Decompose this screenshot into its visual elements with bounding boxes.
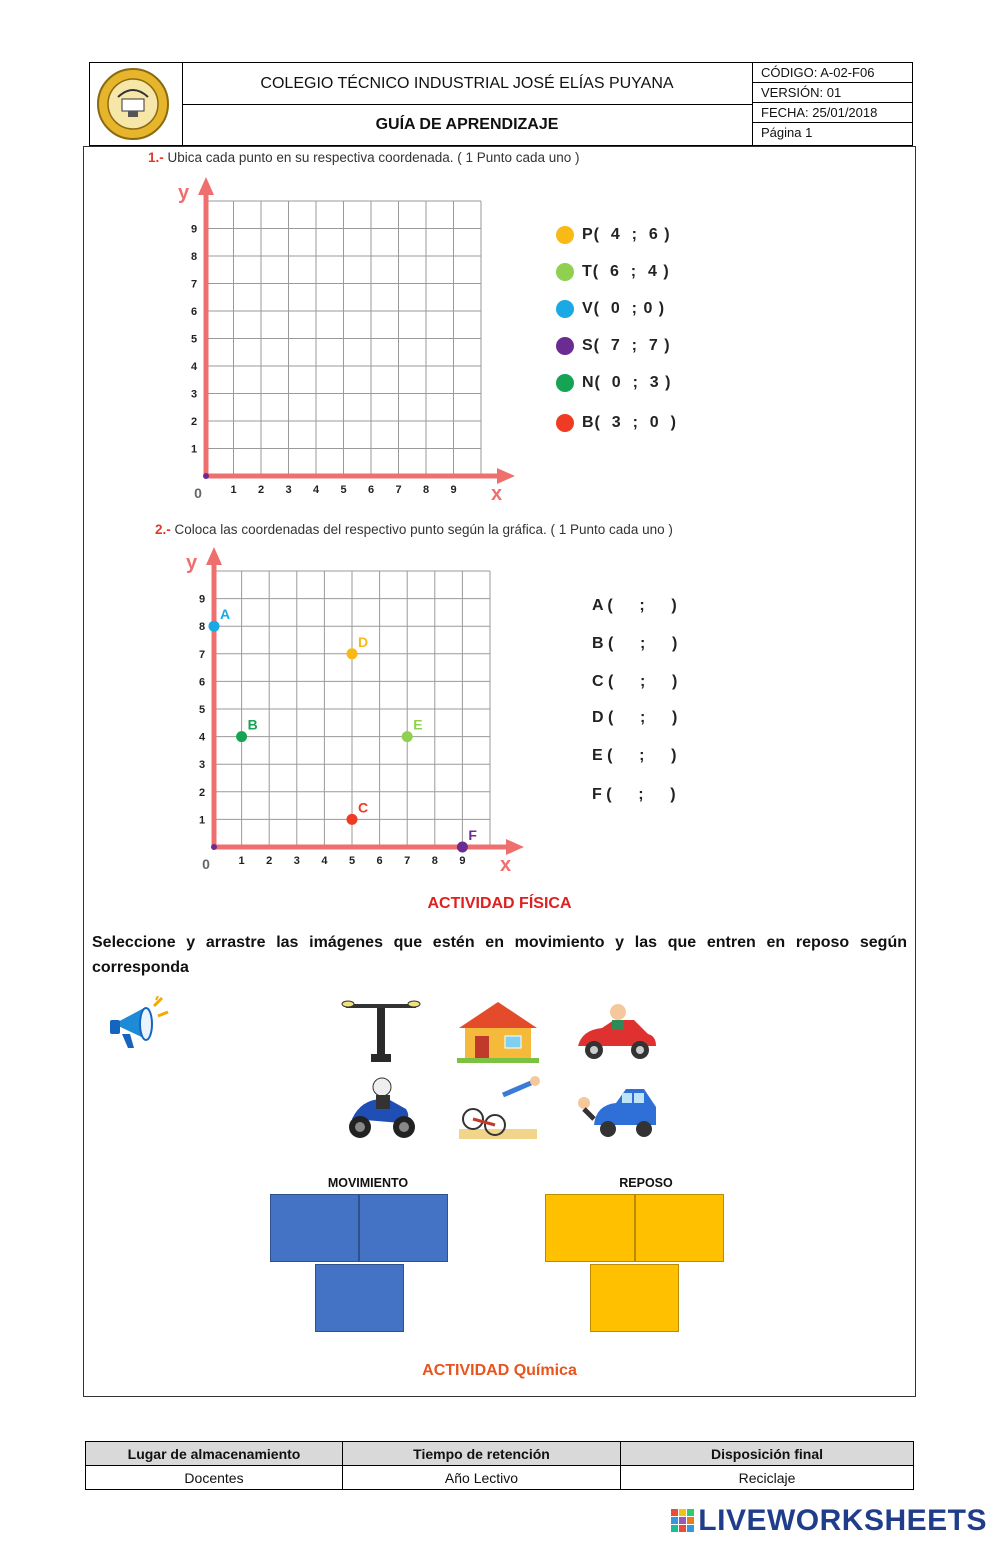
moving-drop-slot[interactable]	[315, 1264, 404, 1332]
y-tick-label: 3	[198, 759, 206, 772]
x-tick-label: 3	[293, 855, 300, 867]
x-tick-label: 6	[376, 855, 383, 867]
y-axis-arrow	[206, 547, 222, 565]
point-d-label: D	[358, 633, 369, 650]
activity-instruction: Seleccione y arrastre las imágenes que estén en movimiento y las que entren en reposo según corresponda	[92, 934, 907, 976]
doc-version: VERSIÓN: 01	[753, 83, 913, 103]
legend-point	[556, 226, 671, 244]
activity-quimica-title: ACTIVIDAD Química	[422, 1362, 577, 1379]
point-b-marker	[236, 731, 247, 742]
x-tick-label: 2	[266, 855, 273, 867]
coordinate-grid-2	[180, 545, 530, 880]
y-tick-label: 2	[190, 416, 198, 428]
legend-point	[556, 374, 671, 392]
table-header: Tiempo de retención	[343, 1442, 621, 1466]
school-seal-icon	[90, 63, 182, 145]
legend-label: V( 0 ; 0 )	[582, 300, 666, 317]
answer-field[interactable]: B ( ; )	[592, 635, 678, 652]
x-tick-label: 7	[404, 855, 411, 867]
x-axis-label: x	[500, 854, 512, 876]
legend-label: S( 7 ; 7 )	[582, 337, 671, 354]
x-axis-arrow	[497, 468, 515, 484]
y-tick-label: 8	[198, 621, 206, 634]
retention-table	[85, 1441, 914, 1490]
point-b-label: B	[247, 716, 258, 733]
legend-point	[556, 414, 677, 432]
y-tick-label: 7	[198, 648, 206, 661]
question-2	[155, 522, 673, 537]
liveworksheets-grid-icon	[670, 1508, 696, 1534]
street-lamp-icon	[338, 998, 424, 1064]
table-cell: Docentes	[86, 1466, 343, 1490]
y-tick-label: 8	[190, 251, 198, 263]
y-tick-label: 1	[190, 443, 198, 456]
school-name: COLEGIO TÉCNICO INDUSTRIAL JOSÉ ELÍAS PUYANA	[182, 63, 752, 105]
y-tick-label: 6	[190, 306, 198, 318]
answer-field[interactable]: A ( ; )	[592, 597, 677, 614]
y-tick-label: 2	[198, 786, 206, 799]
y-axis-label: y	[178, 182, 190, 204]
x-tick-label: 9	[450, 484, 457, 496]
legend-point	[556, 263, 670, 281]
answer-field[interactable]: F ( ; )	[592, 786, 676, 803]
legend-dot	[556, 374, 574, 392]
legend-label: B( 3 ; 0 )	[582, 414, 677, 431]
rest-drop-slot[interactable]	[635, 1194, 724, 1262]
y-axis-arrow	[198, 177, 214, 195]
x-tick-label: 2	[257, 484, 265, 496]
legend-label: N( 0 ; 3 )	[582, 374, 672, 391]
x-tick-label: 1	[238, 855, 245, 867]
origin-label: 0	[202, 856, 210, 872]
activity-fisica-title: ACTIVIDAD FÍSICA	[427, 895, 572, 912]
x-tick-label: 3	[285, 484, 292, 496]
legend-dot	[556, 226, 574, 244]
point-c-label: C	[358, 799, 369, 816]
zone-rest-label: REPOSO	[619, 1176, 673, 1190]
liveworksheets-logo[interactable]	[670, 1504, 987, 1538]
doc-type: GUÍA DE APRENDIZAJE	[375, 116, 559, 133]
point-f-marker	[457, 842, 468, 853]
school-logo-cell	[90, 63, 183, 145]
point-c-marker	[347, 814, 358, 825]
megaphone-icon[interactable]	[108, 996, 170, 1054]
man-driving-car-image[interactable]	[572, 998, 658, 1064]
question-2-number: 2.-	[155, 522, 171, 537]
y-tick-label: 4	[190, 361, 198, 373]
question-1	[148, 150, 580, 165]
x-tick-label: 4	[321, 855, 328, 867]
x-axis-label: x	[491, 483, 503, 505]
y-tick-label: 5	[190, 333, 198, 346]
y-tick-label: 5	[198, 704, 206, 716]
y-tick-label: 9	[198, 593, 206, 606]
x-tick-label: 9	[459, 855, 466, 867]
x-tick-label: 8	[422, 484, 430, 496]
person-pushing-car-image[interactable]	[572, 1075, 658, 1141]
x-axis-arrow	[506, 839, 524, 855]
x-tick-label: 6	[367, 484, 375, 496]
cyclist-falling-image[interactable]	[455, 1075, 541, 1141]
legend-label: T( 6 ; 4 )	[582, 263, 670, 280]
x-tick-label: 8	[431, 855, 438, 867]
doc-date: FECHA: 25/01/2018	[753, 103, 913, 123]
origin-dot	[203, 473, 209, 479]
doc-page: Página 1	[761, 125, 813, 140]
y-tick-label: 3	[190, 388, 198, 401]
point-d-marker	[347, 648, 358, 659]
origin-dot	[211, 844, 217, 850]
legend-point	[556, 300, 665, 318]
house-icon	[455, 998, 541, 1064]
origin-label: 0	[194, 485, 202, 501]
motorcycle-icon	[338, 1075, 424, 1141]
legend-dot	[556, 414, 574, 432]
brand-text: LIVEWORKSHEETS	[698, 1504, 987, 1537]
x-tick-label: 1	[230, 484, 237, 496]
car-driver-icon	[572, 998, 658, 1064]
moving-drop-slot[interactable]	[359, 1194, 448, 1262]
house-image[interactable]	[455, 998, 541, 1064]
document-header	[89, 62, 913, 146]
bicycle-crash-icon	[455, 1075, 541, 1141]
table-cell: Reciclaje	[621, 1466, 914, 1490]
motorcycle-rider-image[interactable]	[338, 1075, 424, 1141]
street-lamp-image[interactable]	[338, 998, 424, 1064]
question-1-number: 1.-	[148, 150, 164, 165]
point-a-label: A	[220, 606, 231, 623]
point-f-label: F	[468, 827, 477, 843]
y-tick-label: 6	[198, 676, 206, 689]
coordinate-grid-1[interactable]	[170, 172, 520, 507]
x-tick-label: 7	[395, 484, 402, 496]
y-tick-label: 7	[190, 278, 198, 291]
x-tick-label: 5	[348, 855, 356, 867]
moving-drop-slot[interactable]	[270, 1194, 359, 1262]
doc-code: CÓDIGO: A-02-F06	[753, 63, 913, 83]
x-tick-label: 5	[340, 484, 347, 496]
x-tick-label: 4	[312, 484, 320, 496]
y-tick-label: 1	[198, 814, 206, 827]
answer-field[interactable]: E ( ; )	[592, 747, 677, 764]
point-a-marker	[209, 621, 220, 632]
point-e-label: E	[413, 716, 423, 733]
point-e-marker	[402, 731, 413, 742]
legend-label: P( 4 ; 6 )	[582, 226, 671, 243]
table-cell: Año Lectivo	[343, 1466, 621, 1490]
table-header: Lugar de almacenamiento	[86, 1442, 343, 1466]
table-header: Disposición final	[621, 1442, 914, 1466]
legend-point	[556, 337, 671, 355]
zone-moving-label: MOVIMIENTO	[327, 1176, 409, 1190]
legend-dot	[556, 300, 574, 318]
y-tick-label: 4	[198, 731, 206, 744]
rest-drop-slot[interactable]	[545, 1194, 635, 1262]
question-1-text: Ubica cada punto en su respectiva coordenada. ( 1 Punto cada uno )	[167, 150, 580, 165]
y-tick-label: 9	[190, 223, 198, 236]
answer-field[interactable]: C ( ; )	[592, 673, 678, 690]
pushing-car-icon	[572, 1075, 658, 1141]
question-2-text: Coloca las coordenadas del respectivo punto según la gráfica. ( 1 Punto cada uno )	[174, 522, 673, 537]
rest-drop-slot[interactable]	[590, 1264, 679, 1332]
answer-field[interactable]: D ( ; )	[592, 709, 678, 726]
y-axis-label: y	[186, 552, 198, 574]
legend-dot	[556, 263, 574, 281]
legend-dot	[556, 337, 574, 355]
